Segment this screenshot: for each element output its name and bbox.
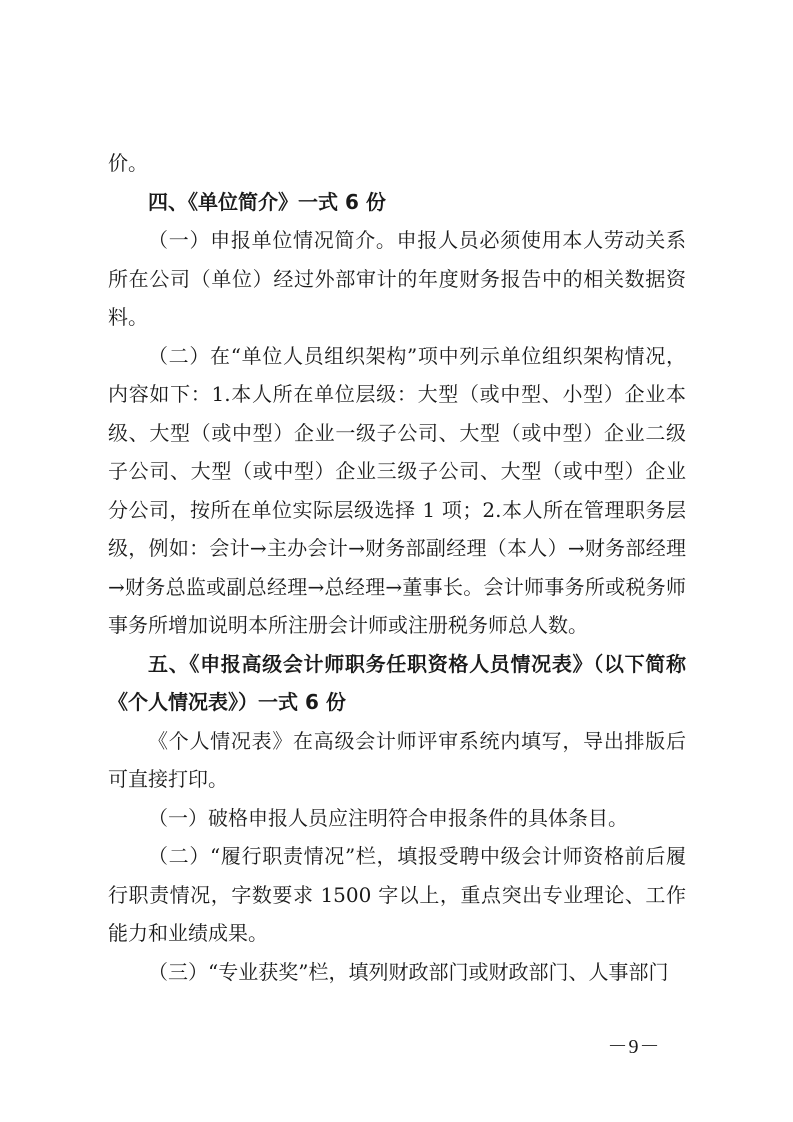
paragraph-personal-form-2: （二）“履行职责情况”栏，填报受聘中级会计师资格前后履行职责情况，字数要求 1500 字以上，重点突出专业理论、工作能力和业绩成果。 — [108, 844, 686, 945]
paragraph-unit-profile-1: （一）申报单位情况简介。申报人员必须使用本人劳动关系所在公司（单位）经过外部审计的年度财务报告中的相关数据资料。 — [108, 228, 686, 329]
section-heading-personal-form: 五、《申报高级会计师职务任职资格人员情况表》（以下简称《个人情况表》）一式 6 份 — [108, 651, 686, 714]
page-number: －9－ — [607, 1036, 661, 1058]
paragraph-continuation: 价。 — [108, 151, 148, 175]
paragraph-unit-profile-2: （二）在“单位人员组织架构”项中列示单位组织架构情况，内容如下：1.本人所在单位层级：大型（或中型、小型）企业本级、大型（或中型）企业一级子公司、大型（或中型）企业二级子公司、大型（或中型）企业三级子公司、大型（或中型）企业分公司，按所在单位实际层级选择 1 项；2.本人所在管理职务层级，例如：会计→主办会计→财务部副经理（本人）→财务部经理→财务总监或副总经理→总经理→董事长。会计师事务所或税务师事务所增加说明本所注册会计师或注册税务师总人数。 — [108, 343, 686, 637]
paragraph-personal-form-1: （一）破格申报人员应注明符合申报条件的具体条目。 — [148, 805, 628, 830]
section-heading-unit-profile: 四、《单位简介》一式 6 份 — [148, 189, 386, 214]
document-body — [108, 144, 686, 991]
paragraph-personal-form-3: （三）“专业获奖”栏，填列财政部门或财政部门、人事部门 — [148, 959, 669, 984]
paragraph-personal-form-intro: 《个人情况表》在高级会计师评审系统内填写，导出排版后可直接打印。 — [108, 728, 686, 791]
